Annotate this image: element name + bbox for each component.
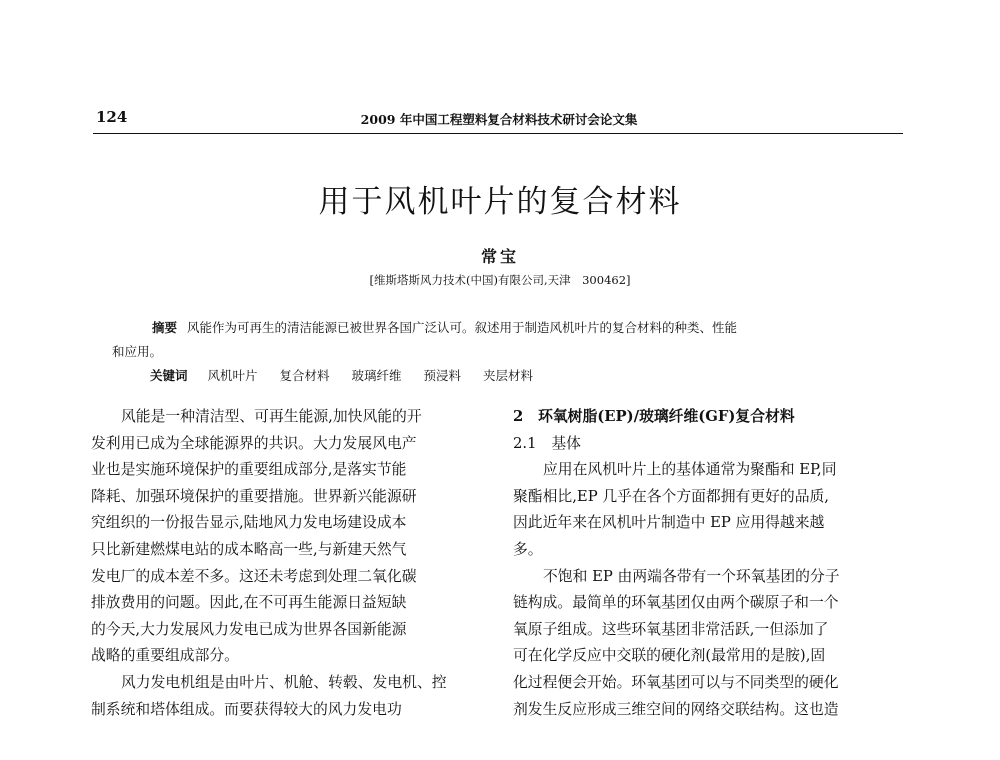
body-line: 氧原子组成。这些环氧基团非常活跃,一但添加了 xyxy=(513,620,829,638)
body-line: 多。 xyxy=(513,540,543,558)
abstract-text-line-2: 和应用。 xyxy=(112,344,163,359)
abstract-text-line-1: 风能作为可再生的清洁能源已被世界各国广泛认可。叙述用于制造风机叶片的复合材料的种类、性能 xyxy=(187,320,738,335)
keyword: 预浸料 xyxy=(423,368,462,383)
body-line: 只比新建燃煤电站的成本略高一些,与新建天然气 xyxy=(91,540,407,558)
running-title: 2009 年中国工程塑料复合材料技术研讨会论文集 xyxy=(360,112,638,127)
body-line: 业也是实施环境保护的重要组成部分,是落实节能 xyxy=(91,461,407,479)
abstract xyxy=(112,316,884,364)
body-line: 剂发生反应形成三维空间的网络交联结构。这也造 xyxy=(513,700,839,718)
body-line: 风力发电机组是由叶片、机舱、转毂、发电机、控 xyxy=(121,673,447,691)
body-line: 发电厂的成本差不多。这还未考虑到处理二氧化碳 xyxy=(91,567,417,585)
body-line: 化过程便会开始。环氧基团可以与不同类型的硬化 xyxy=(513,673,839,691)
body-line: 的今天,大力发展风力发电已成为世界各国新能源 xyxy=(91,620,407,638)
author-affiliation: [维斯塔斯风力技术(中国)有限公司,天津 300462] xyxy=(369,273,631,287)
body-line: 不饱和 EP 由两端各带有一个环氧基团的分子 xyxy=(543,567,840,585)
body-line: 排放费用的问题。因此,在不可再生能源日益短缺 xyxy=(91,594,407,612)
keywords-label: 关键词 xyxy=(150,368,188,383)
subsection-heading: 2.1 基体 xyxy=(513,434,581,452)
body-line: 究组织的一份报告显示,陆地风力发电场建设成本 xyxy=(91,514,407,532)
keyword: 玻璃纤维 xyxy=(351,368,402,383)
body-column-right xyxy=(513,404,909,723)
keywords xyxy=(150,366,551,384)
article-title: 用于风机叶片的复合材料 xyxy=(318,184,682,220)
author-name: 常宝 xyxy=(480,247,519,266)
body-line: 可在化学反应中交联的硬化剂(最常用的是胺),固 xyxy=(513,647,826,665)
page-number: 124 xyxy=(96,108,128,126)
body-column-left xyxy=(91,404,487,723)
body-line: 因此近年来在风机叶片制造中 EP 应用得越来越 xyxy=(513,514,825,532)
body-line: 降耗、加强环境保护的重要措施。世界新兴能源研 xyxy=(91,487,417,505)
keyword: 复合材料 xyxy=(279,368,330,383)
body-line: 应用在风机叶片上的基体通常为聚酯和 EP,同 xyxy=(543,461,837,479)
running-header xyxy=(96,108,902,130)
body-line: 发利用已成为全球能源界的共识。大力发展风电产 xyxy=(91,434,417,452)
header-rule xyxy=(93,133,903,134)
keyword: 风机叶片 xyxy=(207,368,258,383)
body-line: 聚酯相比,EP 几乎在各个方面都拥有更好的品质, xyxy=(513,487,830,505)
body-line: 战略的重要组成部分。 xyxy=(91,647,239,665)
section-heading: 2 环氧树脂(EP)/玻璃纤维(GF)复合材料 xyxy=(513,408,795,425)
body-line: 制系统和塔体组成。而要获得较大的风力发电功 xyxy=(91,700,402,718)
body-line: 风能是一种清洁型、可再生能源,加快风能的开 xyxy=(121,408,422,425)
keyword: 夹层材料 xyxy=(483,368,534,383)
body-line: 链构成。最简单的环氧基团仅由两个碳原子和一个 xyxy=(513,594,839,612)
abstract-label: 摘要 xyxy=(152,320,178,335)
